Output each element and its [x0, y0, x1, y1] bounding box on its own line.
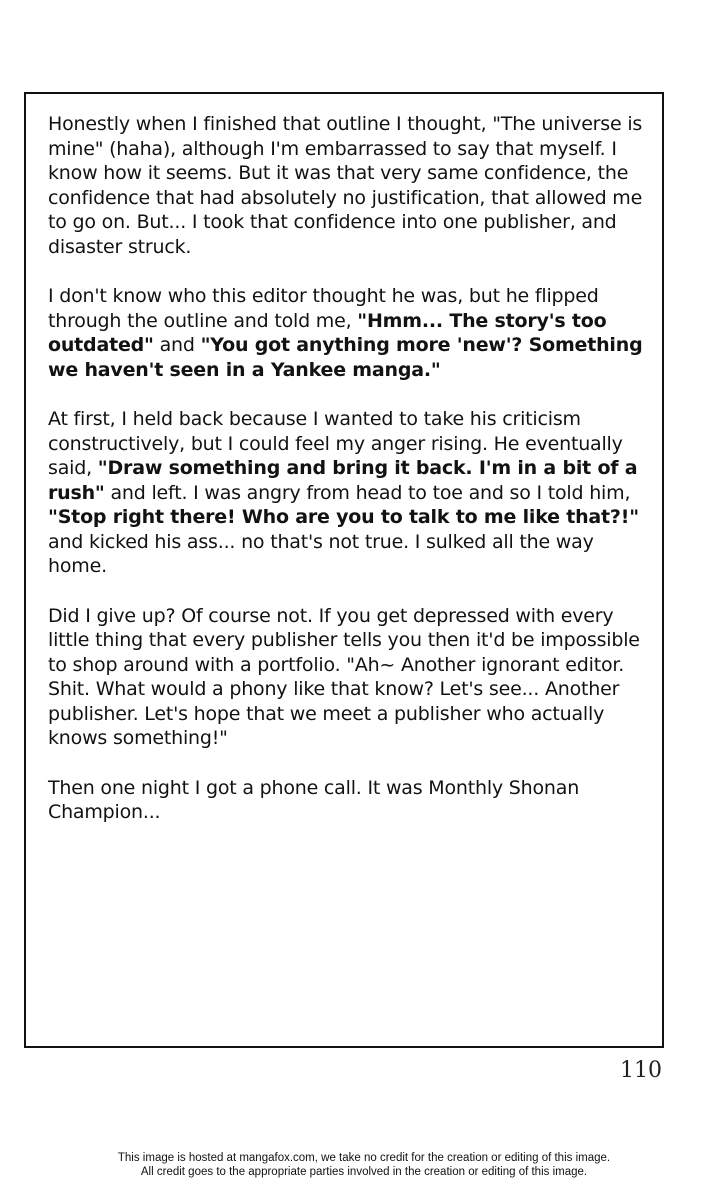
essay-text [48, 112, 644, 850]
paragraph-5 [48, 776, 644, 825]
paragraph-1 [48, 112, 644, 259]
hosting-credit-line-2: All credit goes to the appropriate parties involved in the creation or editing of this image. [140, 1166, 588, 1178]
paragraph-text: and [153, 334, 201, 356]
hosting-credit-line-1: This image is hosted at mangafox.com, we take no credit for the creation or editing of this image. [117, 1152, 611, 1164]
paragraph-text: and kicked his ass... no that's not true. I sulked all the way home. [48, 530, 594, 577]
author-quote: "Stop right there! Who are you to talk to me like that?!" [48, 506, 639, 528]
text-panel [24, 92, 664, 1048]
editor-quote: "Hmm... The story's too outdated" [48, 309, 607, 356]
editor-quote: "Draw something and bring it back. I'm in a bit of a rush" [48, 457, 638, 504]
paragraph-3 [48, 407, 644, 579]
paragraph-text: Did I give up? Of course not. If you get depressed with every little thing that every publisher tells you then it'd be impossible to shop around with a portfolio. "Ah~ Another ignorant editor. Shit. What would a phony like that know? Let's see... Another publisher. Let's hope that we meet a publisher who actually knows something!" [48, 604, 640, 749]
editor-quote: "You got anything more 'new'? Something we haven't seen in a Yankee manga." [48, 334, 643, 381]
paragraph-4 [48, 604, 644, 751]
paragraph-text: and left. I was angry from head to toe and so I told him, [104, 481, 631, 504]
paragraph-text: At first, I held back because I wanted to take his criticism constructively, but I could feel my anger rising. He eventually said, [48, 408, 623, 479]
paragraph-text: I don't know who this editor thought he was, but he flipped through the outline and told me, [48, 285, 599, 332]
paragraph-text: Honestly when I finished that outline I thought, "The universe is mine" (haha), although I'm embarrassed to say that myself. I know how it seems. But it was that very same confidence, the confidence that had absolutely no justification, that allowed me to go on. But... I took that confidence into one publisher, and disaster struck. [48, 113, 643, 258]
paragraph-2 [48, 284, 644, 382]
page-number: 110 [620, 1058, 662, 1083]
paragraph-text: Then one night I got a phone call. It was Monthly Shonan Champion... [48, 776, 580, 823]
